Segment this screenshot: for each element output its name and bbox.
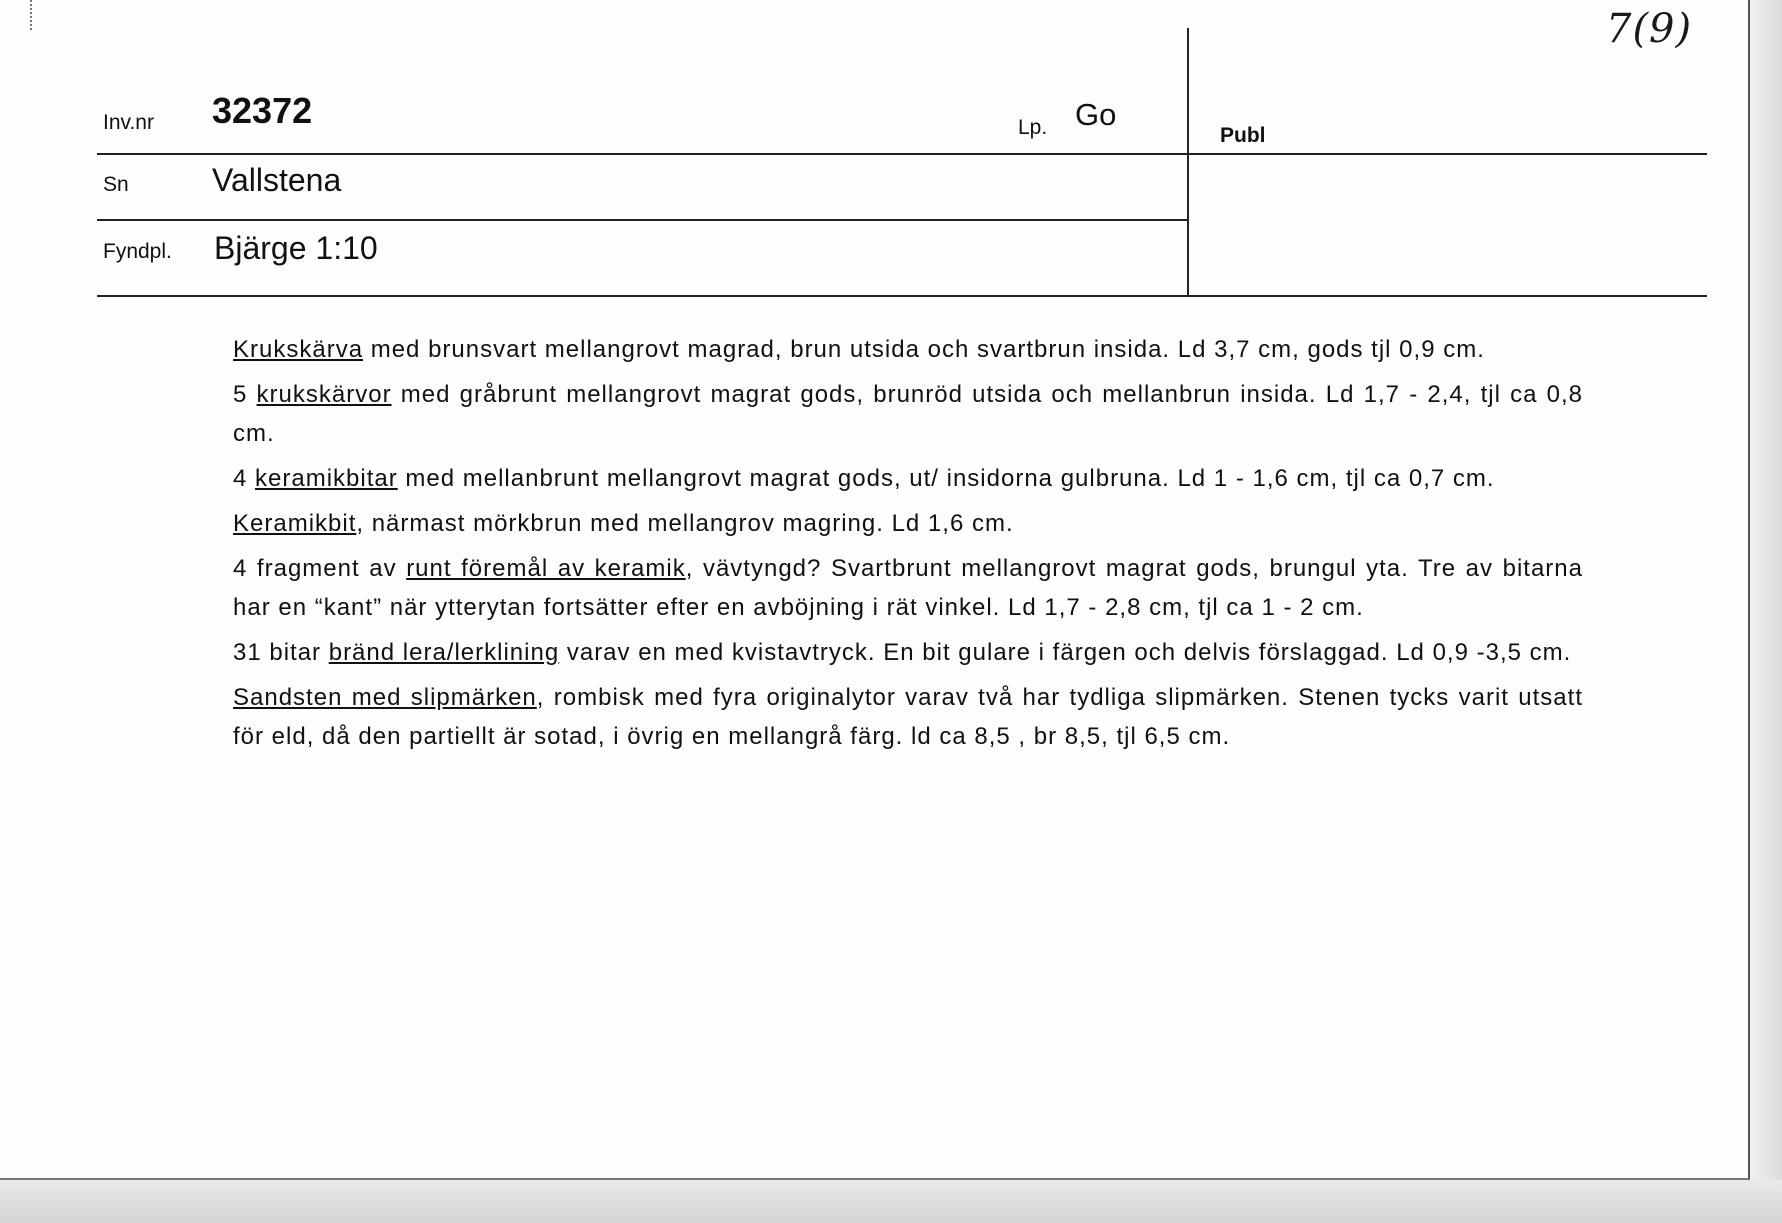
lp-label: Lp. (1018, 116, 1048, 139)
handwritten-page-note: 7(9) (1606, 6, 1693, 52)
entry-2: 4 keramikbitar med mellanbrunt mellangrovt magrat gods, ut/ insidorna gulbruna. Ld 1 - 1,6 cm, tjl ca 0,7 cm. (233, 465, 1495, 492)
rule-line (97, 295, 1707, 297)
entry-4: 4 fragment av runt föremål av keramik, vävtyngd? Svartbrunt mellangrovt magrat gods, brungul yta. Tre av bitarna har en “kant” när ytterytan fortsätter efter en avböjning i rät vinkel. Ld 1,7 - 2,8 cm, tjl ca 1 - 2 cm. (233, 555, 1583, 621)
entry-6: Sandsten med slipmärken, rombisk med fyra originalytor varav två har tydliga slipmärken. Stenen tycks varit utsatt för eld, då den partiellt är sotad, i övrig en mellangrå färg. ld ca 8,5 , br 8,5, tjl 6,5 cm. (233, 684, 1583, 750)
inv-nr-label: Inv.nr (103, 111, 154, 134)
column-divider (1187, 28, 1189, 296)
entry-term: bränd lera/lerklining (328, 639, 560, 666)
scan-edge-bottom (0, 1180, 1782, 1223)
entry-term: krukskärvor (256, 381, 392, 408)
publ-label: Publ (1220, 124, 1266, 147)
sn-label: Sn (103, 173, 129, 196)
inv-nr-value: 32372 (212, 90, 313, 131)
entry-term: keramikbitar (255, 465, 398, 492)
entry-3: Keramikbit, närmast mörkbrun med mellangrov magring. Ld 1,6 cm. (233, 510, 1014, 537)
entry-term: Krukskärva (233, 336, 364, 363)
fyndpl-label: Fyndpl. (103, 240, 172, 263)
entry-1: 5 krukskärvor med gråbrunt mellangrovt magrat gods, brunröd utsida och mellanbrun insida. Ld 1,7 - 2,4, tjl ca 0,8 cm. (233, 381, 1584, 447)
lp-value: Go (1075, 97, 1117, 132)
rule-line (97, 153, 1707, 155)
rule-line (97, 219, 1188, 221)
scan-edge-right (1750, 0, 1782, 1223)
entry-term: Keramikbit (233, 510, 357, 537)
sn-value: Vallstena (212, 162, 342, 198)
scan-artifact (30, 0, 35, 30)
entry-term: Sandsten med slipmärken (233, 684, 537, 711)
entry-term: runt föremål av keramik (406, 555, 686, 582)
description-body (233, 330, 1583, 762)
entry-5: 31 bitar bränd lera/lerklining varav en med kvistavtryck. En bit gulare i färgen och delvis förslaggad. Ld 0,9 -3,5 cm. (233, 639, 1572, 666)
fyndpl-value: Bjärge 1:10 (214, 230, 378, 266)
entry-0: Krukskärva med brunsvart mellangrovt magrad, brun utsida och svartbrun insida. Ld 3,7 cm, gods tjl 0,9 cm. (233, 336, 1485, 363)
